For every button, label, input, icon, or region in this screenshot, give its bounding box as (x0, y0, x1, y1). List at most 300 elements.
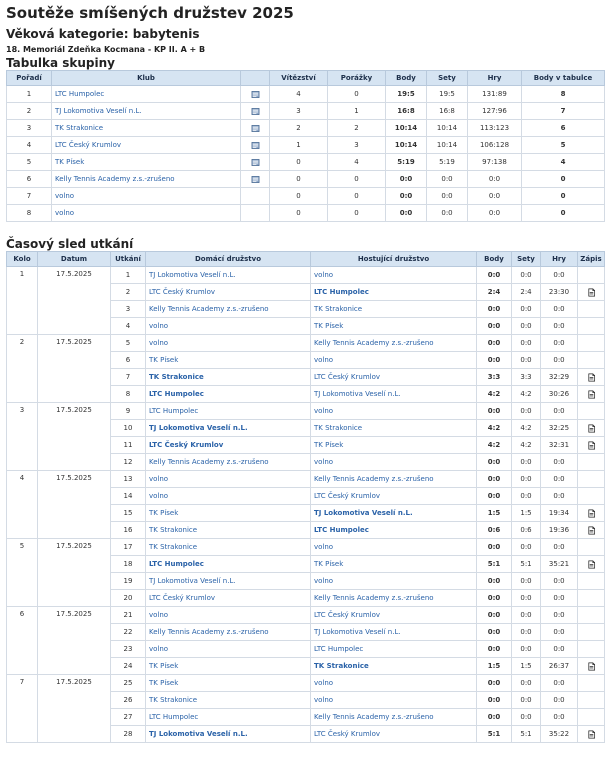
match-sets-cell: 1:5 (512, 658, 541, 675)
match-sets-cell: 5:1 (512, 726, 541, 743)
match-points-cell: 0:0 (477, 403, 512, 420)
home-team-link[interactable]: TK Strakonice (146, 522, 311, 539)
away-team-link[interactable]: Kelly Tennis Academy z.s.-zrušeno (311, 590, 477, 607)
home-team-link[interactable]: LTC Humpolec (146, 556, 311, 573)
roster-cell[interactable] (241, 103, 270, 120)
club-link[interactable]: LTC Humpolec (52, 86, 241, 103)
roster-cell[interactable] (241, 120, 270, 137)
match-sets-cell: 0:0 (512, 488, 541, 505)
home-team-link[interactable]: TK Písek (146, 352, 311, 369)
match-games-cell: 0:0 (541, 301, 578, 318)
match-games-cell: 0:0 (541, 573, 578, 590)
away-team-link[interactable]: TK Strakonice (311, 658, 477, 675)
match-sets-cell: 4:2 (512, 386, 541, 403)
points-cell: 0:0 (386, 205, 427, 222)
report-icon (587, 730, 596, 739)
match-sets-cell: 0:0 (512, 267, 541, 284)
match-points-cell: 2:4 (477, 284, 512, 301)
table-points-cell: 0 (522, 188, 605, 205)
home-team-link[interactable]: LTC Humpolec (146, 403, 311, 420)
col-losses: Porážky (328, 71, 386, 86)
wins-cell: 4 (270, 86, 328, 103)
rank-cell: 4 (7, 137, 52, 154)
home-team-link[interactable]: LTC Humpolec (146, 709, 311, 726)
match-points-cell: 3:3 (477, 369, 512, 386)
club-link[interactable]: LTC Český Krumlov (52, 137, 241, 154)
match-games-cell: 32:31 (541, 437, 578, 454)
match-points-cell: 0:0 (477, 607, 512, 624)
match-points-cell: 0:0 (477, 301, 512, 318)
losses-cell: 2 (328, 120, 386, 137)
match-sets-cell: 0:0 (512, 641, 541, 658)
home-team-link[interactable]: volno (146, 471, 311, 488)
games-cell: 106:128 (468, 137, 522, 154)
losses-cell: 0 (328, 86, 386, 103)
home-team-link[interactable]: LTC Český Krumlov (146, 437, 311, 454)
home-team-link[interactable]: TK Strakonice (146, 369, 311, 386)
group-table (6, 70, 605, 222)
home-team-link[interactable]: TJ Lokomotiva Veselí n.L. (146, 573, 311, 590)
match-sets-cell: 4:2 (512, 420, 541, 437)
match-row (7, 335, 605, 352)
match-no-cell: 20 (111, 590, 146, 607)
round-cell: 4 (7, 471, 38, 539)
match-points-cell: 0:6 (477, 522, 512, 539)
club-link[interactable]: volno (52, 205, 241, 222)
report-cell (578, 301, 605, 318)
report-icon (587, 424, 596, 433)
match-games-cell: 0:0 (541, 267, 578, 284)
table-row (7, 188, 605, 205)
report-cell (578, 471, 605, 488)
match-row (7, 471, 605, 488)
games-cell: 97:138 (468, 154, 522, 171)
games-cell: 131:89 (468, 86, 522, 103)
club-link[interactable]: TK Písek (52, 154, 241, 171)
match-games-cell: 35:21 (541, 556, 578, 573)
match-no-cell: 7 (111, 369, 146, 386)
sets-cell: 19:5 (427, 86, 468, 103)
match-games-cell: 0:0 (541, 692, 578, 709)
losses-cell: 0 (328, 205, 386, 222)
match-no-cell: 26 (111, 692, 146, 709)
match-no-cell: 18 (111, 556, 146, 573)
col-match: Utkání (111, 252, 146, 267)
col-rank: Pořadí (7, 71, 52, 86)
report-cell (578, 403, 605, 420)
report-icon (587, 390, 596, 399)
away-team-link[interactable]: volno (311, 403, 477, 420)
roster-cell[interactable] (241, 86, 270, 103)
round-cell: 6 (7, 607, 38, 675)
home-team-link[interactable]: volno (146, 335, 311, 352)
report-cell[interactable] (578, 420, 605, 437)
home-team-link[interactable]: Kelly Tennis Academy z.s.-zrušeno (146, 624, 311, 641)
games-cell: 127:96 (468, 103, 522, 120)
table-row (7, 137, 605, 154)
category-title: Věková kategorie: babytenis (6, 27, 200, 41)
games-cell: 113:123 (468, 120, 522, 137)
match-sets-cell: 3:3 (512, 369, 541, 386)
col-games: Hry (468, 71, 522, 86)
match-no-cell: 24 (111, 658, 146, 675)
rank-cell: 8 (7, 205, 52, 222)
match-no-cell: 8 (111, 386, 146, 403)
col-table-points: Body v tabulce (522, 71, 605, 86)
match-no-cell: 10 (111, 420, 146, 437)
away-team-link[interactable]: volno (311, 539, 477, 556)
home-team-link[interactable]: LTC Český Krumlov (146, 590, 311, 607)
match-no-cell: 21 (111, 607, 146, 624)
roster-icon (251, 141, 260, 150)
match-sets-cell: 0:0 (512, 607, 541, 624)
away-team-link[interactable]: LTC Český Krumlov (311, 369, 477, 386)
match-no-cell: 13 (111, 471, 146, 488)
match-no-cell: 11 (111, 437, 146, 454)
away-team-link[interactable]: Kelly Tennis Academy z.s.-zrušeno (311, 471, 477, 488)
away-team-link[interactable]: TK Písek (311, 556, 477, 573)
match-games-cell: 0:0 (541, 624, 578, 641)
table-points-cell: 0 (522, 205, 605, 222)
home-team-link[interactable]: TK Písek (146, 658, 311, 675)
club-link[interactable]: volno (52, 188, 241, 205)
report-cell (578, 318, 605, 335)
report-cell (578, 692, 605, 709)
match-points-cell: 0:0 (477, 267, 512, 284)
report-cell[interactable] (578, 369, 605, 386)
report-cell[interactable] (578, 658, 605, 675)
points-cell: 10:14 (386, 137, 427, 154)
col-date: Datum (38, 252, 111, 267)
points-cell: 5:19 (386, 154, 427, 171)
date-cell: 17.5.2025 (38, 675, 111, 743)
match-no-cell: 19 (111, 573, 146, 590)
report-cell[interactable] (578, 556, 605, 573)
away-team-link[interactable]: LTC Humpolec (311, 522, 477, 539)
table-row (7, 120, 605, 137)
match-no-cell: 27 (111, 709, 146, 726)
match-games-cell: 0:0 (541, 454, 578, 471)
report-cell[interactable] (578, 284, 605, 301)
wins-cell: 0 (270, 205, 328, 222)
match-sets-cell: 0:0 (512, 709, 541, 726)
match-points-cell: 5:1 (477, 726, 512, 743)
points-cell: 0:0 (386, 188, 427, 205)
match-points-cell: 0:0 (477, 675, 512, 692)
away-team-link[interactable]: Kelly Tennis Academy z.s.-zrušeno (311, 335, 477, 352)
club-link[interactable]: TK Strakonice (52, 120, 241, 137)
roster-cell (241, 188, 270, 205)
report-cell[interactable] (578, 505, 605, 522)
sets-cell: 16:8 (427, 103, 468, 120)
games-cell: 0:0 (468, 205, 522, 222)
match-sets-cell: 0:0 (512, 539, 541, 556)
home-team-link[interactable]: TK Strakonice (146, 539, 311, 556)
rank-cell: 6 (7, 171, 52, 188)
page (6, 4, 604, 743)
date-cell: 17.5.2025 (38, 267, 111, 335)
wins-cell: 3 (270, 103, 328, 120)
match-sets-cell: 1:5 (512, 505, 541, 522)
match-no-cell: 15 (111, 505, 146, 522)
match-sets-cell: 0:0 (512, 573, 541, 590)
away-team-link[interactable]: volno (311, 454, 477, 471)
home-team-link[interactable]: volno (146, 488, 311, 505)
report-cell (578, 573, 605, 590)
away-team-link[interactable]: TK Písek (311, 318, 477, 335)
match-no-cell: 1 (111, 267, 146, 284)
match-games-cell: 0:0 (541, 641, 578, 658)
report-cell (578, 675, 605, 692)
match-points-cell: 0:0 (477, 352, 512, 369)
losses-cell: 1 (328, 103, 386, 120)
round-cell: 1 (7, 267, 38, 335)
table-points-cell: 8 (522, 86, 605, 103)
home-team-link[interactable]: TK Písek (146, 675, 311, 692)
col-club: Klub (52, 71, 241, 86)
home-team-link[interactable]: Kelly Tennis Academy z.s.-zrušeno (146, 301, 311, 318)
match-points-cell: 1:5 (477, 505, 512, 522)
report-cell[interactable] (578, 726, 605, 743)
match-sets-cell: 0:0 (512, 471, 541, 488)
away-team-link[interactable]: TK Strakonice (311, 301, 477, 318)
match-no-cell: 6 (111, 352, 146, 369)
sets-cell: 5:19 (427, 154, 468, 171)
home-team-link[interactable]: LTC Český Krumlov (146, 284, 311, 301)
col-icon (241, 71, 270, 86)
match-points-cell: 0:0 (477, 692, 512, 709)
match-points-cell: 0:0 (477, 539, 512, 556)
match-games-cell: 32:25 (541, 420, 578, 437)
match-points-cell: 0:0 (477, 590, 512, 607)
match-no-cell: 14 (111, 488, 146, 505)
match-no-cell: 17 (111, 539, 146, 556)
report-cell (578, 454, 605, 471)
report-cell[interactable] (578, 437, 605, 454)
rank-cell: 1 (7, 86, 52, 103)
match-points-cell: 4:2 (477, 420, 512, 437)
home-team-link[interactable]: LTC Humpolec (146, 386, 311, 403)
match-games-cell: 0:0 (541, 539, 578, 556)
report-cell (578, 335, 605, 352)
round-cell: 3 (7, 403, 38, 471)
away-team-link[interactable]: volno (311, 675, 477, 692)
match-games-cell: 0:0 (541, 335, 578, 352)
roster-cell[interactable] (241, 171, 270, 188)
schedule-table (6, 251, 605, 743)
club-link[interactable]: TJ Lokomotiva Veselí n.L. (52, 103, 241, 120)
sets-cell: 10:14 (427, 120, 468, 137)
report-cell[interactable] (578, 522, 605, 539)
away-team-link[interactable]: volno (311, 573, 477, 590)
home-team-link[interactable]: TJ Lokomotiva Veselí n.L. (146, 267, 311, 284)
rank-cell: 7 (7, 188, 52, 205)
match-points-cell: 0:0 (477, 471, 512, 488)
sets-cell: 0:0 (427, 188, 468, 205)
match-games-cell: 0:0 (541, 709, 578, 726)
match-sets-cell: 0:0 (512, 624, 541, 641)
col-wins: Vítězství (270, 71, 328, 86)
col-m-points: Body (477, 252, 512, 267)
home-team-link[interactable]: volno (146, 641, 311, 658)
rank-cell: 2 (7, 103, 52, 120)
match-sets-cell: 0:0 (512, 335, 541, 352)
home-team-link[interactable]: Kelly Tennis Academy z.s.-zrušeno (146, 454, 311, 471)
wins-cell: 0 (270, 171, 328, 188)
away-team-link[interactable]: TJ Lokomotiva Veselí n.L. (311, 386, 477, 403)
table-points-cell: 0 (522, 171, 605, 188)
roster-icon (251, 124, 260, 133)
match-sets-cell: 4:2 (512, 437, 541, 454)
match-row (7, 267, 605, 284)
roster-cell (241, 205, 270, 222)
match-row (7, 403, 605, 420)
col-sets: Sety (427, 71, 468, 86)
page-title: Soutěže smíšených družstev 2025 (6, 4, 294, 22)
report-cell (578, 488, 605, 505)
points-cell: 19:5 (386, 86, 427, 103)
match-no-cell: 25 (111, 675, 146, 692)
col-round: Kolo (7, 252, 38, 267)
report-cell (578, 267, 605, 284)
roster-cell[interactable] (241, 137, 270, 154)
table-row (7, 205, 605, 222)
wins-cell: 1 (270, 137, 328, 154)
report-cell (578, 624, 605, 641)
roster-icon (251, 90, 260, 99)
match-games-cell: 0:0 (541, 675, 578, 692)
away-team-link[interactable]: TK Písek (311, 437, 477, 454)
match-sets-cell: 0:0 (512, 675, 541, 692)
match-sets-cell: 0:0 (512, 454, 541, 471)
report-icon (587, 441, 596, 450)
roster-icon (251, 107, 260, 116)
report-cell (578, 352, 605, 369)
roster-icon (251, 158, 260, 167)
losses-cell: 3 (328, 137, 386, 154)
table-points-cell: 7 (522, 103, 605, 120)
away-team-link[interactable]: LTC Český Krumlov (311, 607, 477, 624)
match-sets-cell: 0:0 (512, 318, 541, 335)
match-no-cell: 23 (111, 641, 146, 658)
match-games-cell: 0:0 (541, 488, 578, 505)
match-points-cell: 0:0 (477, 624, 512, 641)
away-team-link[interactable]: LTC Český Krumlov (311, 488, 477, 505)
away-team-link[interactable]: LTC Český Krumlov (311, 726, 477, 743)
col-m-sets: Sety (512, 252, 541, 267)
home-team-link[interactable]: volno (146, 318, 311, 335)
match-points-cell: 5:1 (477, 556, 512, 573)
date-cell: 17.5.2025 (38, 607, 111, 675)
match-sets-cell: 0:6 (512, 522, 541, 539)
match-no-cell: 28 (111, 726, 146, 743)
games-cell: 0:0 (468, 171, 522, 188)
match-no-cell: 5 (111, 335, 146, 352)
table-row (7, 103, 605, 120)
report-cell (578, 539, 605, 556)
match-no-cell: 4 (111, 318, 146, 335)
points-cell: 0:0 (386, 171, 427, 188)
club-link[interactable]: Kelly Tennis Academy z.s.-zrušeno (52, 171, 241, 188)
away-team-link[interactable]: TK Strakonice (311, 420, 477, 437)
away-team-link[interactable]: volno (311, 692, 477, 709)
games-cell: 0:0 (468, 188, 522, 205)
away-team-link[interactable]: Kelly Tennis Academy z.s.-zrušeno (311, 709, 477, 726)
match-points-cell: 0:0 (477, 335, 512, 352)
away-team-link[interactable]: TJ Lokomotiva Veselí n.L. (311, 505, 477, 522)
match-no-cell: 2 (111, 284, 146, 301)
date-cell: 17.5.2025 (38, 335, 111, 403)
schedule-header (7, 252, 605, 267)
match-row (7, 607, 605, 624)
match-points-cell: 0:0 (477, 318, 512, 335)
col-m-games: Hry (541, 252, 578, 267)
schedule-heading: Časový sled utkání (6, 237, 134, 251)
roster-icon (251, 175, 260, 184)
table-row (7, 86, 605, 103)
match-games-cell: 30:26 (541, 386, 578, 403)
match-no-cell: 16 (111, 522, 146, 539)
away-team-link[interactable]: volno (311, 352, 477, 369)
match-games-cell: 26:37 (541, 658, 578, 675)
away-team-link[interactable]: volno (311, 267, 477, 284)
match-games-cell: 19:34 (541, 505, 578, 522)
col-points: Body (386, 71, 427, 86)
table-points-cell: 6 (522, 120, 605, 137)
match-points-cell: 4:2 (477, 386, 512, 403)
report-cell (578, 641, 605, 658)
report-icon (587, 662, 596, 671)
away-team-link[interactable]: LTC Humpolec (311, 284, 477, 301)
home-team-link[interactable]: TJ Lokomotiva Veselí n.L. (146, 420, 311, 437)
match-sets-cell: 0:0 (512, 301, 541, 318)
losses-cell: 0 (328, 188, 386, 205)
sets-cell: 10:14 (427, 137, 468, 154)
table-points-cell: 5 (522, 137, 605, 154)
match-games-cell: 0:0 (541, 318, 578, 335)
match-no-cell: 3 (111, 301, 146, 318)
away-team-link[interactable]: TJ Lokomotiva Veselí n.L. (311, 624, 477, 641)
report-cell (578, 709, 605, 726)
report-cell (578, 590, 605, 607)
match-row (7, 539, 605, 556)
table-points-cell: 4 (522, 154, 605, 171)
wins-cell: 2 (270, 120, 328, 137)
match-games-cell: 23:30 (541, 284, 578, 301)
match-points-cell: 0:0 (477, 454, 512, 471)
roster-cell[interactable] (241, 154, 270, 171)
round-cell: 5 (7, 539, 38, 607)
col-home: Domácí družstvo (146, 252, 311, 267)
report-icon (587, 560, 596, 569)
points-cell: 10:14 (386, 120, 427, 137)
date-cell: 17.5.2025 (38, 539, 111, 607)
home-team-link[interactable]: TK Strakonice (146, 692, 311, 709)
match-games-cell: 35:22 (541, 726, 578, 743)
table-row (7, 154, 605, 171)
competition-name: 18. Memoriál Zdeňka Kocmana - KP II. A + B (6, 45, 206, 54)
report-cell[interactable] (578, 386, 605, 403)
match-points-cell: 0:0 (477, 641, 512, 658)
away-team-link[interactable]: LTC Humpolec (311, 641, 477, 658)
match-points-cell: 0:0 (477, 488, 512, 505)
home-team-link[interactable]: TJ Lokomotiva Veselí n.L. (146, 726, 311, 743)
match-points-cell: 0:0 (477, 573, 512, 590)
home-team-link[interactable]: TK Písek (146, 505, 311, 522)
round-cell: 7 (7, 675, 38, 743)
points-cell: 16:8 (386, 103, 427, 120)
home-team-link[interactable]: volno (146, 607, 311, 624)
